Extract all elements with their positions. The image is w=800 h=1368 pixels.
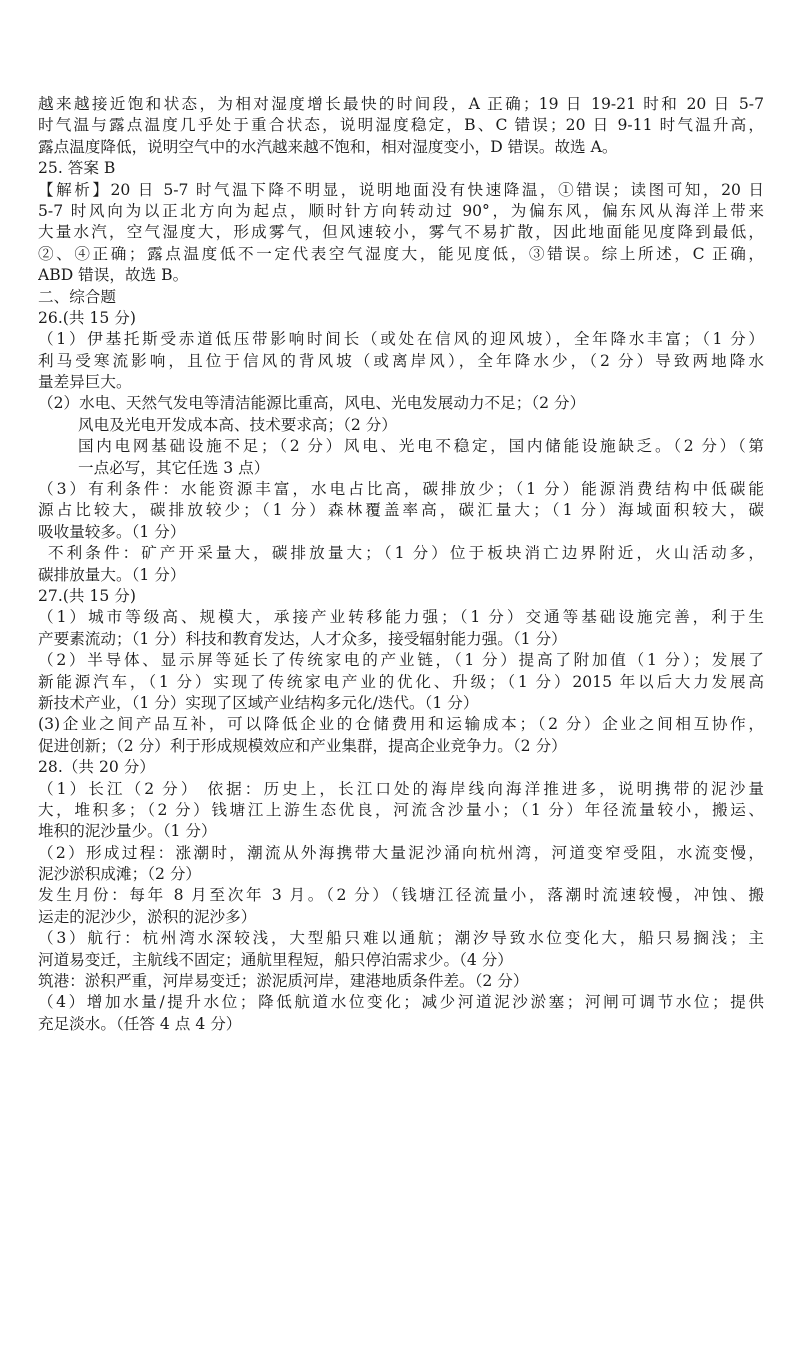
question-heading: 27.(共 15 分) [38, 586, 136, 605]
text-line: 一点必写，其它任选 3 点） [78, 458, 270, 477]
text-line: 充足淡水。（任答 4 点 4 分） [38, 1014, 242, 1033]
text-line: 筑港：淤积严重，河岸易变迁；淤泥质河岸，建港地质条件差。（2 分） [38, 972, 529, 991]
text-line: （1）长江（2 分） 依据：历史上，长江口处的海岸线向海洋推进多，说明携带的泥沙量 [38, 779, 764, 798]
text-line: 源占比较大，碳排放较少；（1 分）森林覆盖率高，碳汇量大；（1 分）海域面积较大，碳 [38, 501, 764, 520]
text-line: 新技术产业，（1 分）实现了区域产业结构多元化/迭代。（1 分） [38, 693, 479, 712]
text-line: 运走的泥沙少，淤积的泥沙多） [38, 907, 257, 926]
text-line: 吸收量较多。（1 分） [38, 522, 186, 541]
text-line: （4）增加水量/提升水位；降低航道水位变化；减少河道泥沙淤塞；河闸可调节水位；提供 [38, 993, 764, 1012]
text-line: （3）有利条件：水能资源丰富，水电占比高，碳排放少；（1 分）能源消费结构中低碳能 [38, 480, 764, 499]
text-line: 发生月份：每年 8 月至次年 3 月。（2 分）（钱塘江径流量小，落潮时流速较慢，冲蚀、搬 [38, 886, 764, 905]
text-line: 河道易变迁，主航线不固定；通航里程短，船只停泊需求少。（4 分） [38, 950, 513, 969]
text-line: （2）半导体、显示屏等延长了传统家电的产业链，（1 分）提高了附加值（1 分）；发展了 [38, 651, 764, 670]
text-line: ②、④正确；露点温度低不一定代表空气湿度大，能见度低，③错误。综上所述，C 正确， [38, 244, 764, 263]
text-line: 【解析】20 日 5-7 时气温下降不明显，说明地面没有快速降温，①错误；读图可知，20 日 [38, 180, 764, 199]
text-line: (3)企业之间产品互补，可以降低企业的仓储费用和运输成本；（2 分）企业之间相互协作， [38, 715, 764, 734]
text-line: （2）形成过程：涨潮时，潮流从外海携带大量泥沙涌向杭州湾，河道变窄受阻，水流变慢， [38, 843, 764, 862]
text-line: 时气温与露点温度几乎处于重合状态，说明湿度稳定，B、C 错误；20 日 9-11 时气温升高， [38, 116, 764, 135]
text-line: ABD 错误，故选 B。 [38, 266, 189, 285]
text-line: 泥沙淤积成滩；（2 分） [38, 865, 202, 884]
text-line: 5-7 时风向为以正北方向为起点，顺时针方向转动过 90°，为偏东风，偏东风从海洋上带来 [38, 201, 764, 220]
text-line: 新能源汽车，（1 分）实现了传统家电产业的优化、升级；（1 分）2015 年以后大力发展高 [38, 672, 764, 691]
text-line: 风电及光电开发成本高、技术要求高；（2 分） [78, 415, 397, 434]
text-line: 利马受寒流影响，且位于信风的背风坡（或离岸风），全年降水少，（2 分）导致两地降水 [38, 351, 764, 370]
answer-heading: 25. 答案 B [38, 159, 116, 178]
text-line: 大量水汽，空气湿度大，形成雾气，但风速较小，雾气不易扩散，因此地面能见度降到最低， [38, 223, 764, 242]
text-line: 不利条件：矿产开采量大，碳排放量大；（1 分）位于板块消亡边界附近，火山活动多， [48, 544, 764, 563]
text-line: （2）水电、天然气发电等清洁能源比重高，风电、光电发展动力不足；（2 分） [38, 394, 586, 413]
text-line: 露点温度降低，说明空气中的水汽越来越不饱和，相对湿度变小，D 错误。故选 A。 [38, 137, 618, 156]
text-line: 量差异巨大。 [38, 373, 132, 392]
question-heading: 26.(共 15 分) [38, 308, 136, 327]
text-line: 产要素流动；（1 分）科技和教育发达，人才众多，接受辐射能力强。（1 分） [38, 629, 567, 648]
text-line: 堆积的泥沙量少。（1 分） [38, 822, 217, 841]
section-heading: 二、综合题 [38, 287, 116, 306]
text-line: 国内电网基础设施不足；（2 分）风电、光电不稳定，国内储能设施缺乏。（2 分）（第 [78, 437, 764, 456]
text-line: （1）城市等级高、规模大，承接产业转移能力强；（1 分）交通等基础设施完善，利于生 [38, 608, 764, 627]
text-line: （1）伊基托斯受赤道低压带影响时间长（或处在信风的迎风坡），全年降水丰富；（1 分） [38, 330, 764, 349]
text-line: 促进创新；（2 分）利于形成规模效应和产业集群，提高企业竞争力。（2 分） [38, 736, 567, 755]
text-line: （3）航行：杭州湾水深较浅，大型船只难以通航；潮汐导致水位变化大，船只易搁浅；主 [38, 929, 764, 948]
text-line: 大，堆积多；（2 分）钱塘江上游生态优良，河流含沙量小；（1 分）年径流量较小，搬运、 [38, 800, 764, 819]
text-line: 碳排放量大。（1 分） [38, 565, 186, 584]
question-heading: 28.（共 20 分） [38, 758, 155, 777]
text-line: 越来越接近饱和状态，为相对湿度增长最快的时间段，A 正确；19 日 19-21 时和 20 日 5-7 [38, 95, 764, 113]
